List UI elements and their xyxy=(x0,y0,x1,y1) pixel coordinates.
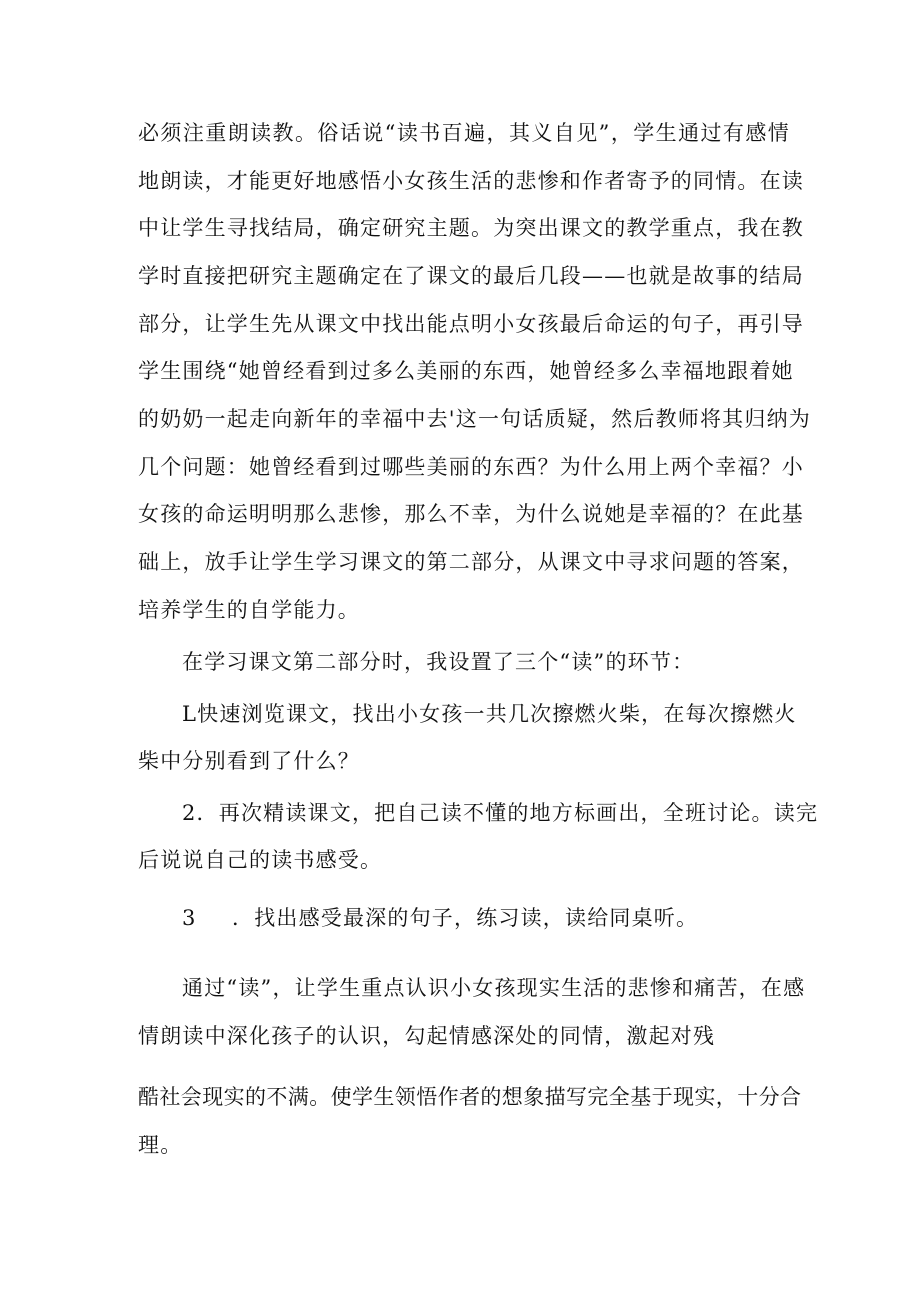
paragraph-1-line-3: 中让学生寻找结局，确定研究主题。为突出课文的教学重点，我在教 xyxy=(138,216,804,240)
paragraph-4-line-1: 酷社会现实的不满。使学生领悟作者的想象描写完全基于现实，十分合 xyxy=(138,1085,802,1109)
paragraph-3-line-2: 情朗读中深化孩子的认识，勾起情感深处的同情，激起对残 xyxy=(138,1024,716,1048)
paragraph-2-line-1: 在学习课文第二部分时，我设置了三个“读”的环节： xyxy=(182,650,695,674)
paragraph-1-line-6: 学生围绕“她曾经看到过多么美丽的东西，她曾经多么幸福地跟着她 xyxy=(138,359,794,383)
step-1-line-1: L快速浏览课文，找出小女孩一共几次擦燃火柴，在每次擦燃火 xyxy=(182,702,797,726)
step-1-line-2: 柴中分别看到了什么？ xyxy=(138,749,360,773)
paragraph-1-line-7: 的奶奶一起走向新年的幸福中去'这一句话质疑，然后教师将其归纳为 xyxy=(138,407,811,431)
step-2-line-1: 2．再次精读课文，把自己读不懂的地方标画出，全班讨论。读完 xyxy=(182,801,819,825)
paragraph-1-line-8: 几个问题：她曾经看到过哪些美丽的东西？为什么用上两个幸福？小 xyxy=(138,455,804,479)
paragraph-3-line-1: 通过“读”，让学生重点认识小女孩现实生活的悲惨和痛苦，在感 xyxy=(182,976,806,1000)
step-2-line-2: 后说说自己的读书感受。 xyxy=(138,848,383,872)
paragraph-1-line-5: 部分，让学生先从课文中找出能点明小女孩最后命运的句子，再引导 xyxy=(138,312,804,336)
paragraph-1-line-1: 必须注重朗读教。俗话说“读书百遍，其义自见”，学生通过有感情 xyxy=(138,121,790,145)
paragraph-1-line-2: 地朗读，才能更好地感悟小女孩生活的悲惨和作者寄予的同情。在读 xyxy=(138,169,804,193)
step-3-text: ．找出感受最深的句子，练习读，读给同桌听。 xyxy=(232,906,699,930)
paragraph-1-line-4: 学时直接把研究主题确定在了课文的最后几段——也就是故事的结局 xyxy=(138,264,804,288)
paragraph-4-line-2: 理。 xyxy=(138,1133,183,1157)
paragraph-1-line-10: 础上，放手让学生学习课文的第二部分，从课文中寻求问题的答案， xyxy=(138,550,804,574)
paragraph-1-line-9: 女孩的命运明明那么悲惨，那么不幸，为什么说她是幸福的？在此基 xyxy=(138,502,804,526)
paragraph-1-line-11: 培养学生的自学能力。 xyxy=(138,598,360,622)
step-3-number: 3 xyxy=(182,906,197,930)
